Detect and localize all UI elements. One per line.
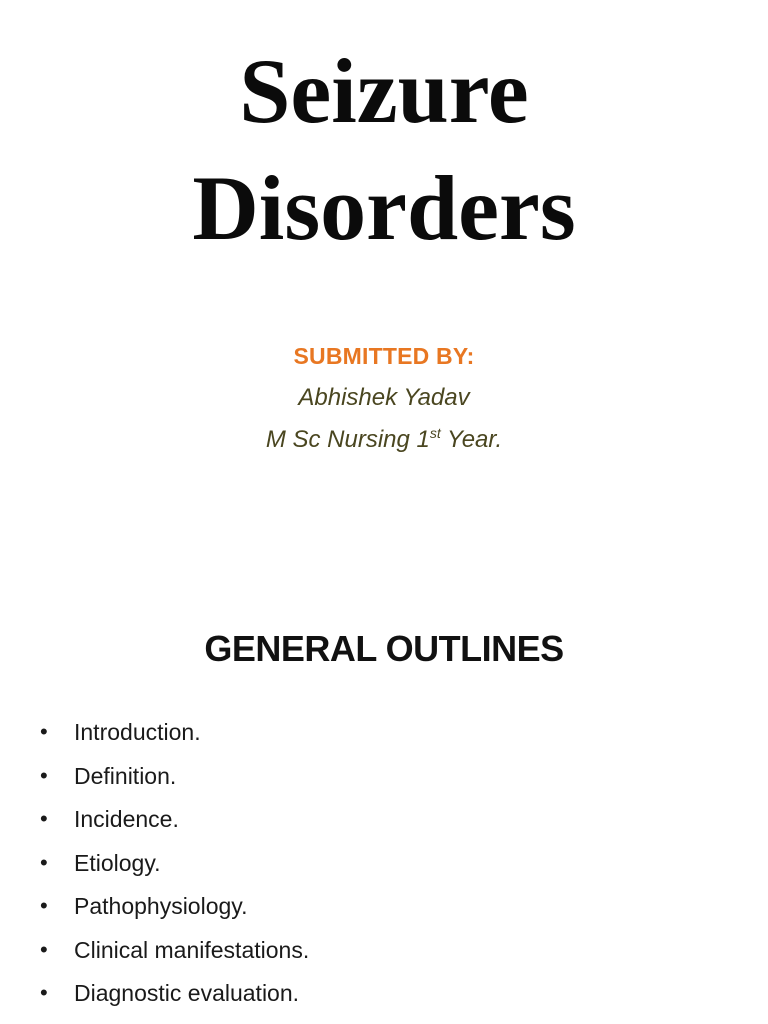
list-item: [40, 714, 309, 758]
course-info: [0, 426, 768, 454]
bullet-icon: •: [40, 893, 48, 918]
bullet-icon: •: [40, 849, 48, 875]
list-item-text: Definition.: [74, 762, 177, 789]
bullet-icon: •: [40, 719, 48, 744]
bullet-icon: •: [40, 762, 48, 788]
submitted-by-label: SUBMITTED BY:: [293, 343, 475, 369]
list-item-text: Diagnostic evaluation.: [74, 980, 300, 1006]
list-item: [40, 758, 309, 802]
list-item: [40, 975, 309, 1019]
list-item-text: Clinical manifestations.: [74, 936, 310, 963]
author-name: Abhishek Yadav: [298, 384, 470, 411]
course-superscript: st: [429, 425, 441, 441]
list-item-text: Incidence.: [74, 806, 179, 832]
outline-list: [40, 714, 309, 1019]
bullet-icon: •: [40, 936, 48, 962]
list-item: [40, 845, 309, 889]
list-item: [40, 801, 309, 845]
bullet-icon: •: [40, 806, 48, 831]
course-suffix: Year.: [440, 426, 503, 453]
list-item-text: Pathophysiology.: [74, 893, 248, 919]
outline-slide: [0, 600, 768, 1024]
title-line-2: Disorders: [192, 157, 576, 259]
outline-heading: GENERAL OUTLINES: [204, 628, 564, 669]
list-item-text: Etiology.: [74, 849, 161, 876]
list-item: [40, 932, 309, 976]
list-item-text: Introduction.: [74, 719, 201, 745]
course-prefix: M Sc Nursing 1: [265, 426, 430, 453]
title-line-1: Seizure: [239, 40, 529, 142]
list-item: [40, 888, 309, 932]
bullet-icon: •: [40, 980, 48, 1005]
